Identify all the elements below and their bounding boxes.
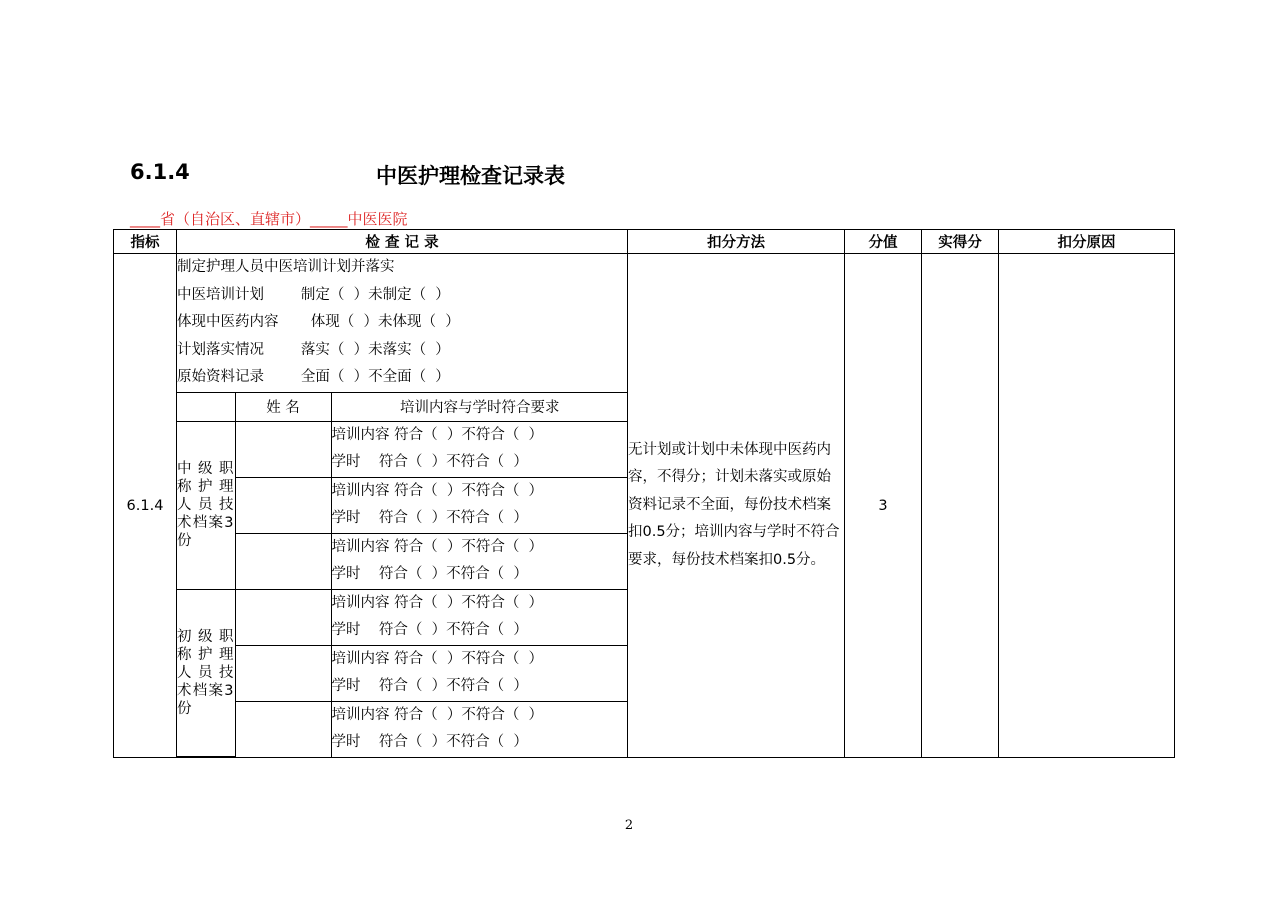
general-line: 计划落实情况 落实（ ）未落实（ ） [177, 341, 450, 358]
record-cell [177, 254, 628, 758]
indicator-cell: 6.1.4 [114, 254, 177, 758]
record-entry [331, 645, 628, 701]
header-score: 分值 [845, 230, 922, 254]
record-entry [331, 589, 628, 645]
hours-line: 学时 符合（ ）不符合（ ） [331, 622, 528, 638]
group-label-intermediate: 中级职称护理人员技术档案3份 [177, 421, 235, 589]
hours-line: 学时 符合（ ）不符合（ ） [331, 678, 528, 694]
deduction-method: 无计划或计划中未体现中医药内容，不得分；计划未落实或原始资料记录不全面，每份技术档案扣0.5分；培训内容与学时不符合要求，每份技术档案扣0.5分。 [628, 254, 845, 758]
group-label-junior: 初级职称护理人员技术档案3份 [177, 589, 235, 757]
form-title: 中医护理检查记录表 [376, 164, 565, 188]
hours-line: 学时 符合（ ）不符合（ ） [331, 510, 528, 526]
deduction-reason-cell [999, 254, 1175, 758]
record-entry [331, 477, 628, 533]
section-number: 6.1.4 [130, 160, 190, 184]
content-line: 培训内容 符合（ ）不符合（ ） [331, 426, 544, 443]
general-line: 体现中医药内容 体现（ ）未体现（ ） [177, 314, 460, 330]
subheader-name: 姓 名 [235, 392, 331, 421]
training-plan-section [177, 254, 628, 392]
content-line: 培训内容 符合（ ）不符合（ ） [331, 594, 544, 611]
hours-line: 学时 符合（ ）不符合（ ） [331, 454, 528, 470]
general-line: 中医培训计划 制定（ ）未制定（ ） [177, 286, 450, 303]
record-detail-table [177, 254, 628, 757]
name-cell [235, 645, 331, 701]
name-cell [235, 421, 331, 477]
hours-line: 学时 符合（ ）不符合（ ） [331, 734, 528, 750]
header-actual: 实得分 [922, 230, 999, 254]
general-line: 制定护理人员中医培训计划并落实 [177, 259, 395, 275]
content-line: 培训内容 符合（ ）不符合（ ） [331, 538, 544, 555]
hours-line: 学时 符合（ ）不符合（ ） [331, 566, 528, 582]
record-entry [331, 533, 628, 589]
name-cell [235, 477, 331, 533]
hospital-line: ____省（自治区、直辖市）_____中医医院 [130, 210, 408, 228]
record-entry [331, 701, 628, 757]
subheader-blank [177, 392, 235, 421]
content-line: 培训内容 符合（ ）不符合（ ） [331, 482, 544, 499]
content-line: 培训内容 符合（ ）不符合（ ） [331, 650, 544, 667]
header-record: 检 查 记 录 [177, 230, 628, 254]
score-cell: 3 [845, 254, 922, 758]
record-row [114, 254, 1175, 758]
name-cell [235, 533, 331, 589]
page-number: 2 [624, 818, 634, 833]
content-line: 培训内容 符合（ ）不符合（ ） [331, 706, 544, 723]
name-cell [235, 701, 331, 757]
header-method: 扣分方法 [628, 230, 845, 254]
record-table [113, 229, 1175, 758]
header-reason: 扣分原因 [999, 230, 1175, 254]
header-indicator: 指标 [114, 230, 177, 254]
actual-score-cell [922, 254, 999, 758]
general-line: 原始资料记录 全面（ ）不全面（ ） [177, 369, 450, 385]
record-entry [331, 421, 628, 477]
header-row [114, 230, 1175, 254]
document-heading [130, 160, 830, 190]
subheader-content: 培训内容与学时符合要求 [331, 392, 628, 421]
name-cell [235, 589, 331, 645]
